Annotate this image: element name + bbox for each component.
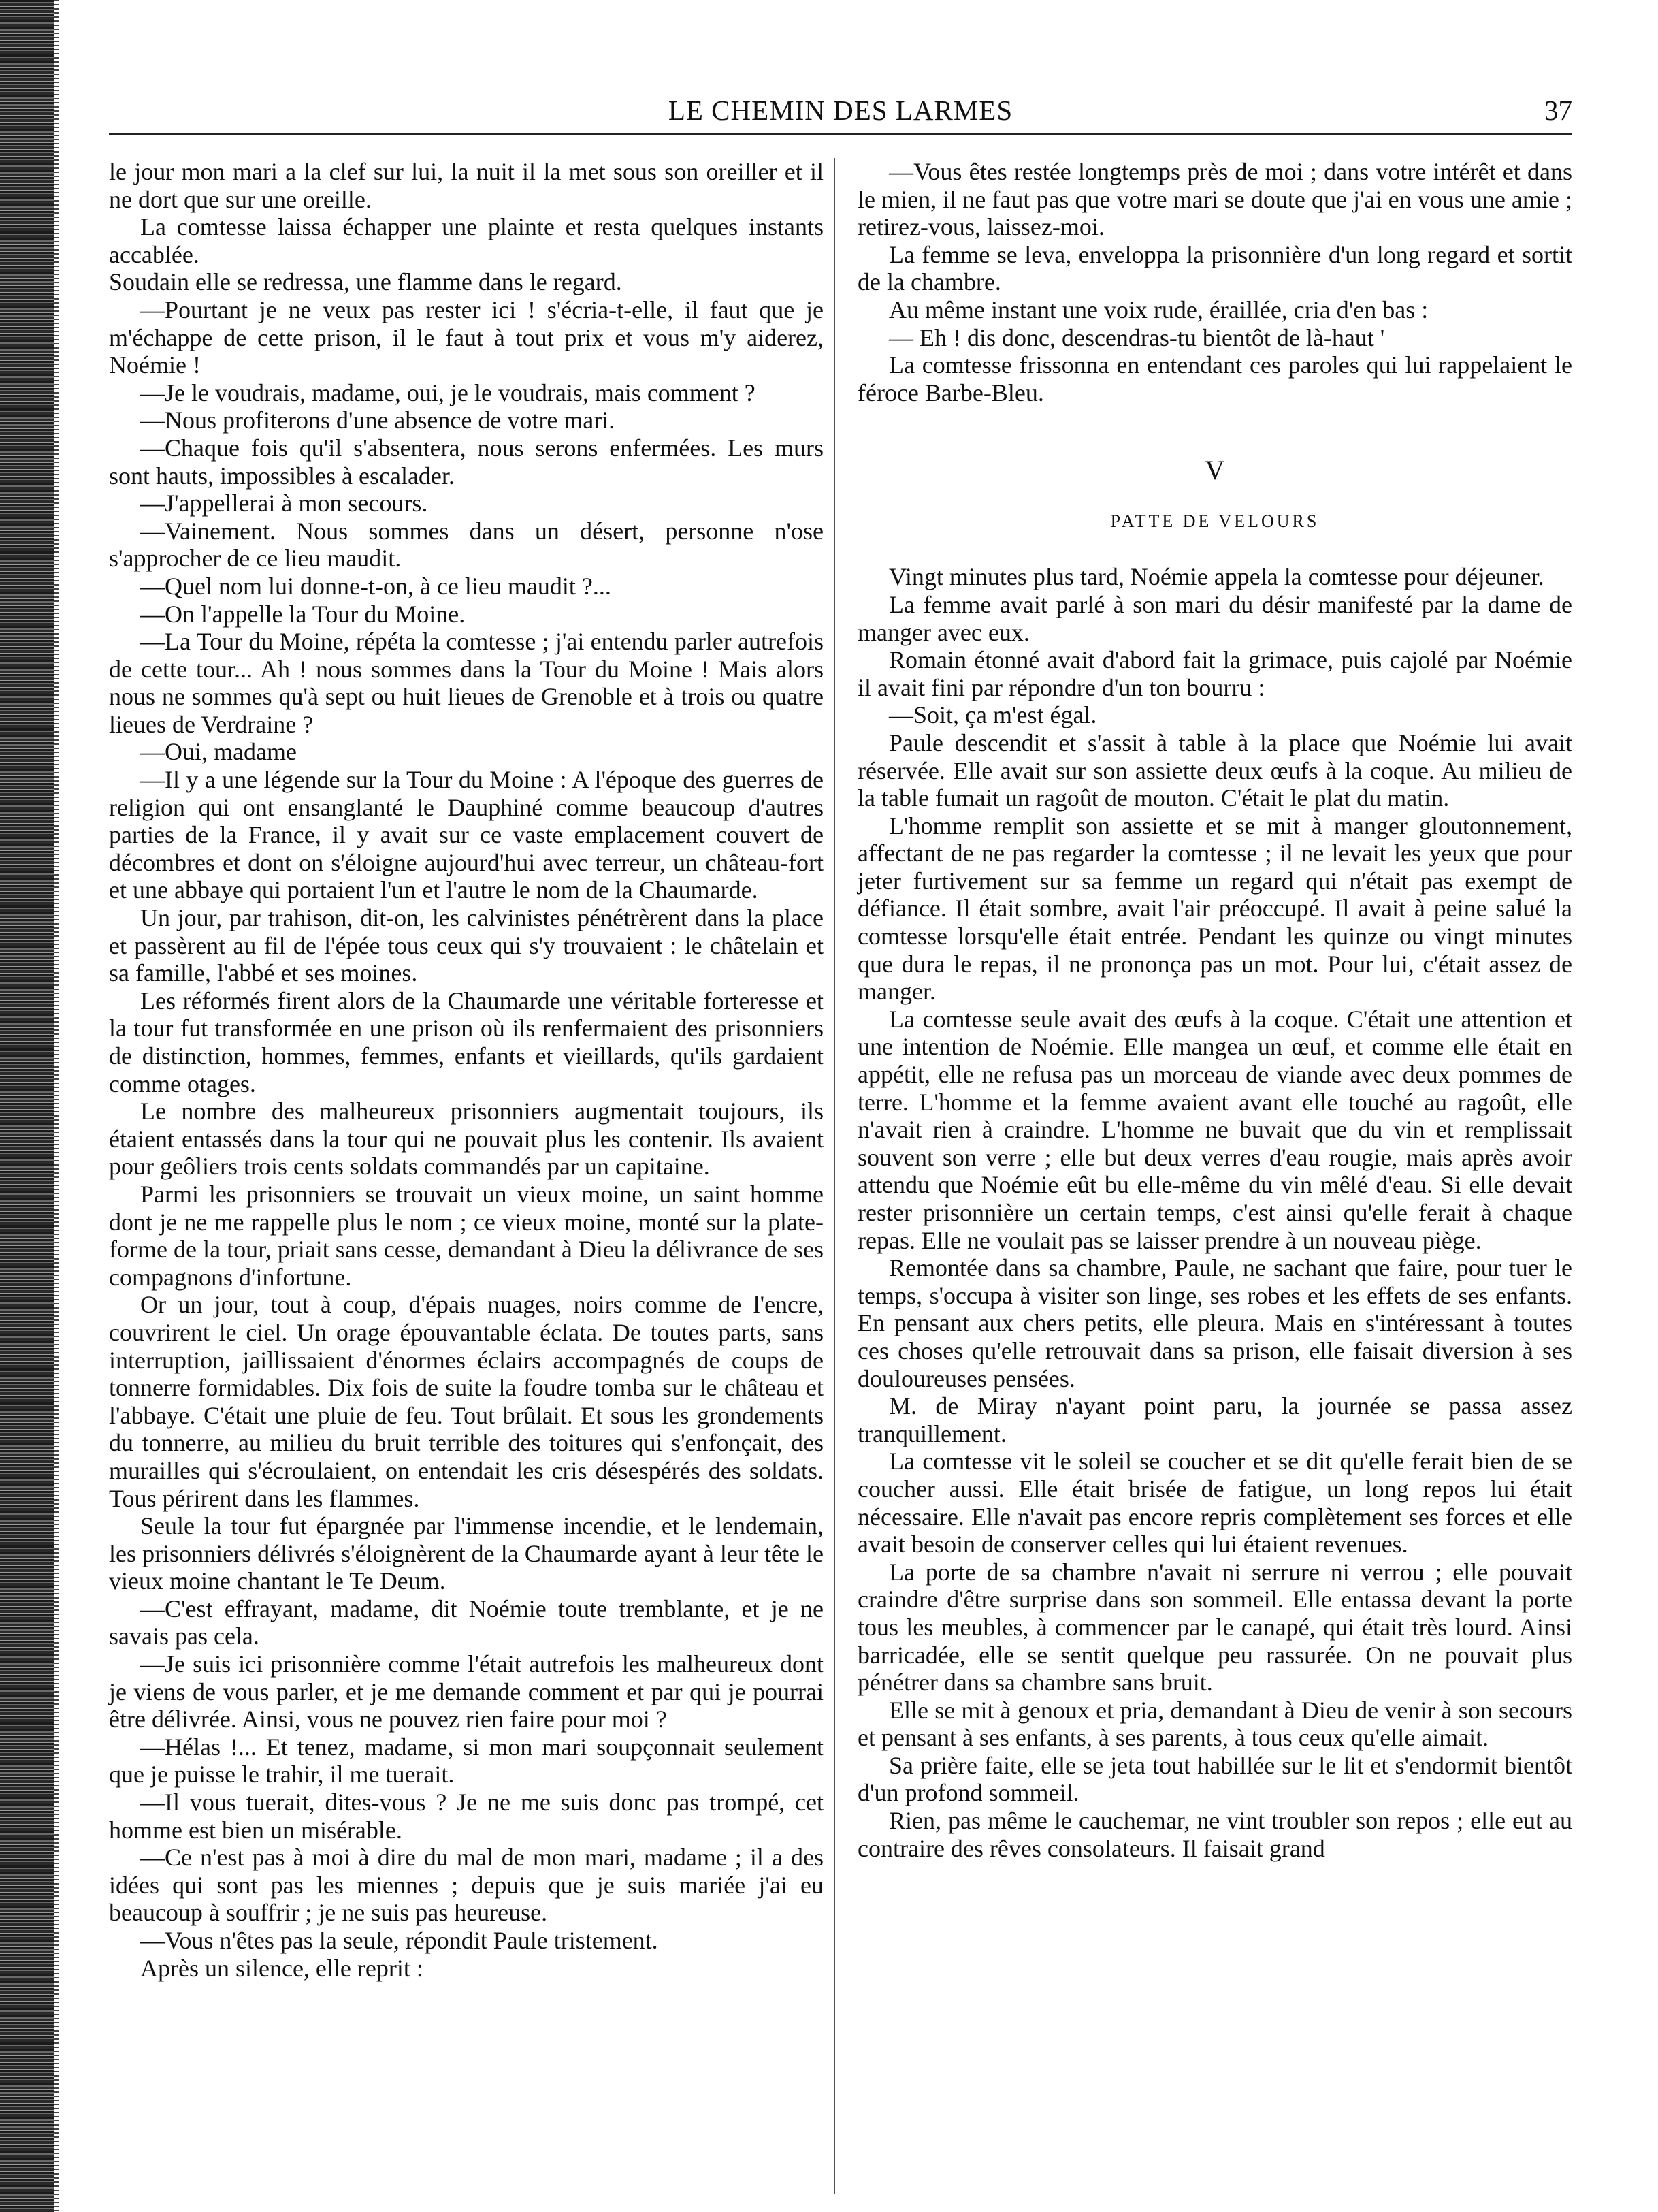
header-rule: [109, 133, 1572, 138]
paragraph: Au même instant une voix rude, éraillée, cria d'en bas :: [889, 295, 1429, 323]
paragraph: Seule la tour fut épargnée par l'immense incendie, et le lendemain, les prisonniers délivrés s'éloignèrent de la Chaumarde ayant à leur tête le vieux moine chantant le Te Deum.: [109, 1512, 824, 1595]
paragraph: La comtesse seule avait des œufs à la coque. C'était une attention et une intention de Noémie. Elle mangea un œuf, et comme elle était en appétit, elle ne refusa pas un morceau de viande avec deux pommes de terre. L'homme et la femme avaient avant elle touché au ragoût, elle n'avait rien à craindre. L'homme ne buvait que du vin et remplissait souvent son verre ; elle but deux verres d'eau rougie, mais après avoir attendu que Noémie eût bu elle-même du vin mêlé d'eau. Si elle devait rester prisonnière un certain temps, c'est ainsi qu'elle ferait à chaque repas. Elle ne voulait pas se laisser prendre à un nouveau piège.: [858, 1005, 1572, 1254]
running-title: LE CHEMIN DES LARMES: [668, 95, 1013, 126]
paragraph: —Je suis ici prisonnière comme l'était autrefois les malheureux dont je viens de vous parler, et je me demande comment et par qui je pourrai être délivrée. Ainsi, vous ne pouvez rien faire pour moi ?: [109, 1650, 824, 1733]
paragraph: —La Tour du Moine, répéta la comtesse ; j'ai entendu parler autrefois de cette tour... Ah ! nous sommes dans la Tour du Moine ! Mais alors nous ne sommes qu'à sept ou huit lieues de Grenoble et à trois ou quatre lieues de Verdraine ?: [109, 628, 824, 738]
paragraph: La comtesse laissa échapper une plainte et resta quelques instants accablée.: [109, 213, 824, 268]
paragraph: —Je le voudrais, madame, oui, je le voudrais, mais comment ?: [140, 379, 755, 406]
page-number: 37: [1544, 95, 1572, 126]
paragraph: Or un jour, tout à coup, d'épais nuages, noirs comme de l'encre, couvrirent le ciel. Un orage épouvantable éclata. De toutes parts, sans interruption, jaillissaient d'énormes éclairs accompagnés de coups de tonnerre formidables. Dix fois de suite la foudre tomba sur le château et l'abbaye. C'était une pluie de feu. Tout brûlait. Et sous les grondements du tonnerre, au milieu du bruit terrible des toitures qui s'enfonçait, des murailles qui s'écroulaient, on entendait les cris désespérés des soldats. Tous périrent dans les flammes.: [109, 1291, 824, 1512]
paragraph: La femme se leva, enveloppa la prisonnière d'un long regard et sortit de la chambre.: [858, 240, 1572, 296]
paragraph: Soudain elle se redressa, une flamme dans le regard.: [109, 268, 622, 296]
paragraph: Elle se mit à genoux et pria, demandant à Dieu de venir à son secours et pensant à ses enfants, à ses parents, à tous ceux qu'elle aimait.: [858, 1696, 1572, 1752]
left-column: [109, 158, 824, 1982]
paragraph: — Eh ! dis donc, descendras-tu bientôt de là-haut ': [889, 323, 1385, 351]
paragraph: Remontée dans sa chambre, Paule, ne sachant que faire, pour tuer le temps, s'occupa à visiter son linge, ses robes et les effets de ses enfants. En pensant aux chers petits, elle pleura. Mais en s'intéressant à toutes ces choses qu'elle retrouvait dans sa prison, elle faisait diversion à ses douloureuses pensées.: [858, 1254, 1572, 1392]
paragraph: La comtesse vit le soleil se coucher et se dit qu'elle ferait bien de se coucher aussi. Elle était brisée de fatigue, un long repos lui était nécessaire. Elle n'avait pas encore repris complètement ses forces et elle avait besoin de conserver celles qui lui étaient revenues.: [858, 1447, 1572, 1558]
paragraph: le jour mon mari a la clef sur lui, la nuit il la met sous son oreiller et il ne dort que sur une oreille.: [109, 158, 824, 213]
paragraph: M. de Miray n'ayant point paru, la journée se passa assez tranquillement.: [858, 1392, 1572, 1447]
paragraph: —Soit, ça m'est égal.: [889, 701, 1097, 729]
chapter-number: V: [1205, 455, 1225, 486]
paragraph: —Nous profiterons d'une absence de votre mari.: [140, 406, 615, 434]
paragraph: Vingt minutes plus tard, Noémie appela la comtesse pour déjeuner.: [889, 563, 1544, 591]
paragraph: —Pourtant je ne veux pas rester ici ! s'écria-t-elle, il faut que je m'échappe de cette prison, il le faut à tout prix et vous m'y aiderez, Noémie !: [109, 295, 824, 379]
paragraph: Après un silence, elle reprit :: [140, 1954, 423, 1982]
paragraph: —Chaque fois qu'il s'absentera, nous serons enfermées. Les murs sont hauts, impossibles à escalader.: [109, 434, 824, 490]
paragraph: Paule descendit et s'assit à table à la place que Noémie lui avait réservée. Elle avait sur son assiette deux œufs à la coque. Au milieu de la table fumait un ragoût de mouton. C'était le plat du matin.: [858, 728, 1572, 812]
right-column: [858, 158, 1572, 1862]
paragraph: —Oui, madame: [140, 738, 297, 766]
column-divider: [834, 158, 835, 2194]
paragraph: —On l'appelle la Tour du Moine.: [140, 600, 466, 628]
paragraph: —Quel nom lui donne-t-on, à ce lieu maudit ?...: [140, 572, 611, 600]
running-head: [109, 90, 1572, 131]
page-binding-edge: [0, 0, 54, 2212]
paragraph: —Il vous tuerait, dites-vous ? Je ne me suis donc pas trompé, cet homme est bien un misérable.: [109, 1789, 824, 1844]
paragraph: Rien, pas même le cauchemar, ne vint troubler son repos ; elle eut au contraire des rêves consolateurs. Il faisait grand: [858, 1807, 1572, 1862]
paragraph: —C'est effrayant, madame, dit Noémie toute tremblante, et je ne savais pas cela.: [109, 1594, 824, 1650]
chapter-title: PATTE DE VELOURS: [1110, 511, 1320, 532]
paragraph: Les réformés firent alors de la Chaumarde une véritable forteresse et la tour fut transformée en une prison où ils renfermaient des prisonniers de distinction, hommes, femmes, enfants et vieillards, qu'ils gardaient comme otages.: [109, 987, 824, 1097]
paragraph: L'homme remplit son assiette et se mit à manger gloutonnement, affectant de ne pas regarder la comtesse ; il ne levait les yeux que pour jeter furtivement sur sa femme un regard qui n'était pas exempt de défiance. Il était sombre, avait l'air préoccupé. Il avait à peine salué la comtesse lorsqu'elle était entrée. Pendant les quinze ou vingt minutes que dura le repas, il ne prononça pas un mot. Pour lui, c'était assez de manger.: [858, 812, 1572, 1006]
paragraph: —Il y a une légende sur la Tour du Moine : A l'époque des guerres de religion qui ont ensanglanté le Dauphiné comme beaucoup d'autres parties de la France, il y avait sur ce vaste emplacement couvert de décombres et dont on s'éloigne aujourd'hui avec terreur, un château-fort et une abbaye qui portaient l'un et l'autre le nom de la Chaumarde.: [109, 766, 824, 904]
paragraph: —Hélas !... Et tenez, madame, si mon mari soupçonnait seulement que je puisse le trahir, il me tuerait.: [109, 1733, 824, 1789]
paragraph: Le nombre des malheureux prisonniers augmentait toujours, ils étaient entassés dans la tour qui ne pouvait plus les contenir. Ils avaient pour geôliers trois cents soldats commandés par un capitaine.: [109, 1097, 824, 1181]
paragraph: Romain étonné avait d'abord fait la grimace, puis cajolé par Noémie il avait fini par répondre d'un ton bourru :: [858, 646, 1572, 701]
paragraph: —J'appellerai à mon secours.: [140, 490, 428, 517]
paragraph: La porte de sa chambre n'avait ni serrure ni verrou ; elle pouvait craindre d'être surprise dans son sommeil. Elle entassa devant la porte tous les meubles, à commencer par le canapé, qui était très lourd. Ainsi barricadée, elle se sentit quelque peu rassurée. On ne pouvait plus pénétrer dans sa chambre sans bruit.: [858, 1558, 1572, 1697]
paragraph: La femme avait parlé à son mari du désir manifesté par la dame de manger avec eux.: [858, 590, 1572, 646]
paragraph: —Vous êtes restée longtemps près de moi ; dans votre intérêt et dans le mien, il ne faut pas que votre mari se doute que j'ai en vous une amie ; retirez-vous, laissez-moi.: [858, 158, 1572, 241]
paragraph: —Vous n'êtes pas la seule, répondit Paule tristement.: [140, 1927, 658, 1954]
paragraph: —Vainement. Nous sommes dans un désert, personne n'ose s'approcher de ce lieu maudit.: [109, 517, 824, 573]
paragraph: La comtesse frissonna en entendant ces paroles qui lui rappelaient le féroce Barbe-Bleu.: [858, 351, 1572, 406]
paragraph: Parmi les prisonniers se trouvait un vieux moine, un saint homme dont je ne me rappelle plus le nom ; ce vieux moine, monté sur la plate-forme de la tour, priait sans cesse, demandant à Dieu la délivrance de ses compagnons d'infortune.: [109, 1180, 824, 1291]
paragraph: —Ce n'est pas à moi à dire du mal de mon mari, madame ; il a des idées qui sont pas les miennes ; depuis que je suis mariée j'ai eu beaucoup à souffrir ; je ne suis pas heureuse.: [109, 1844, 824, 1927]
paragraph: Un jour, par trahison, dit-on, les calvinistes pénétrèrent dans la place et passèrent au fil de l'épée tous ceux qui s'y trouvaient : le châtelain et sa famille, l'abbé et ses moines.: [109, 904, 824, 987]
paragraph: Sa prière faite, elle se jeta tout habillée sur le lit et s'endormit bientôt d'un profond sommeil.: [858, 1751, 1572, 1807]
